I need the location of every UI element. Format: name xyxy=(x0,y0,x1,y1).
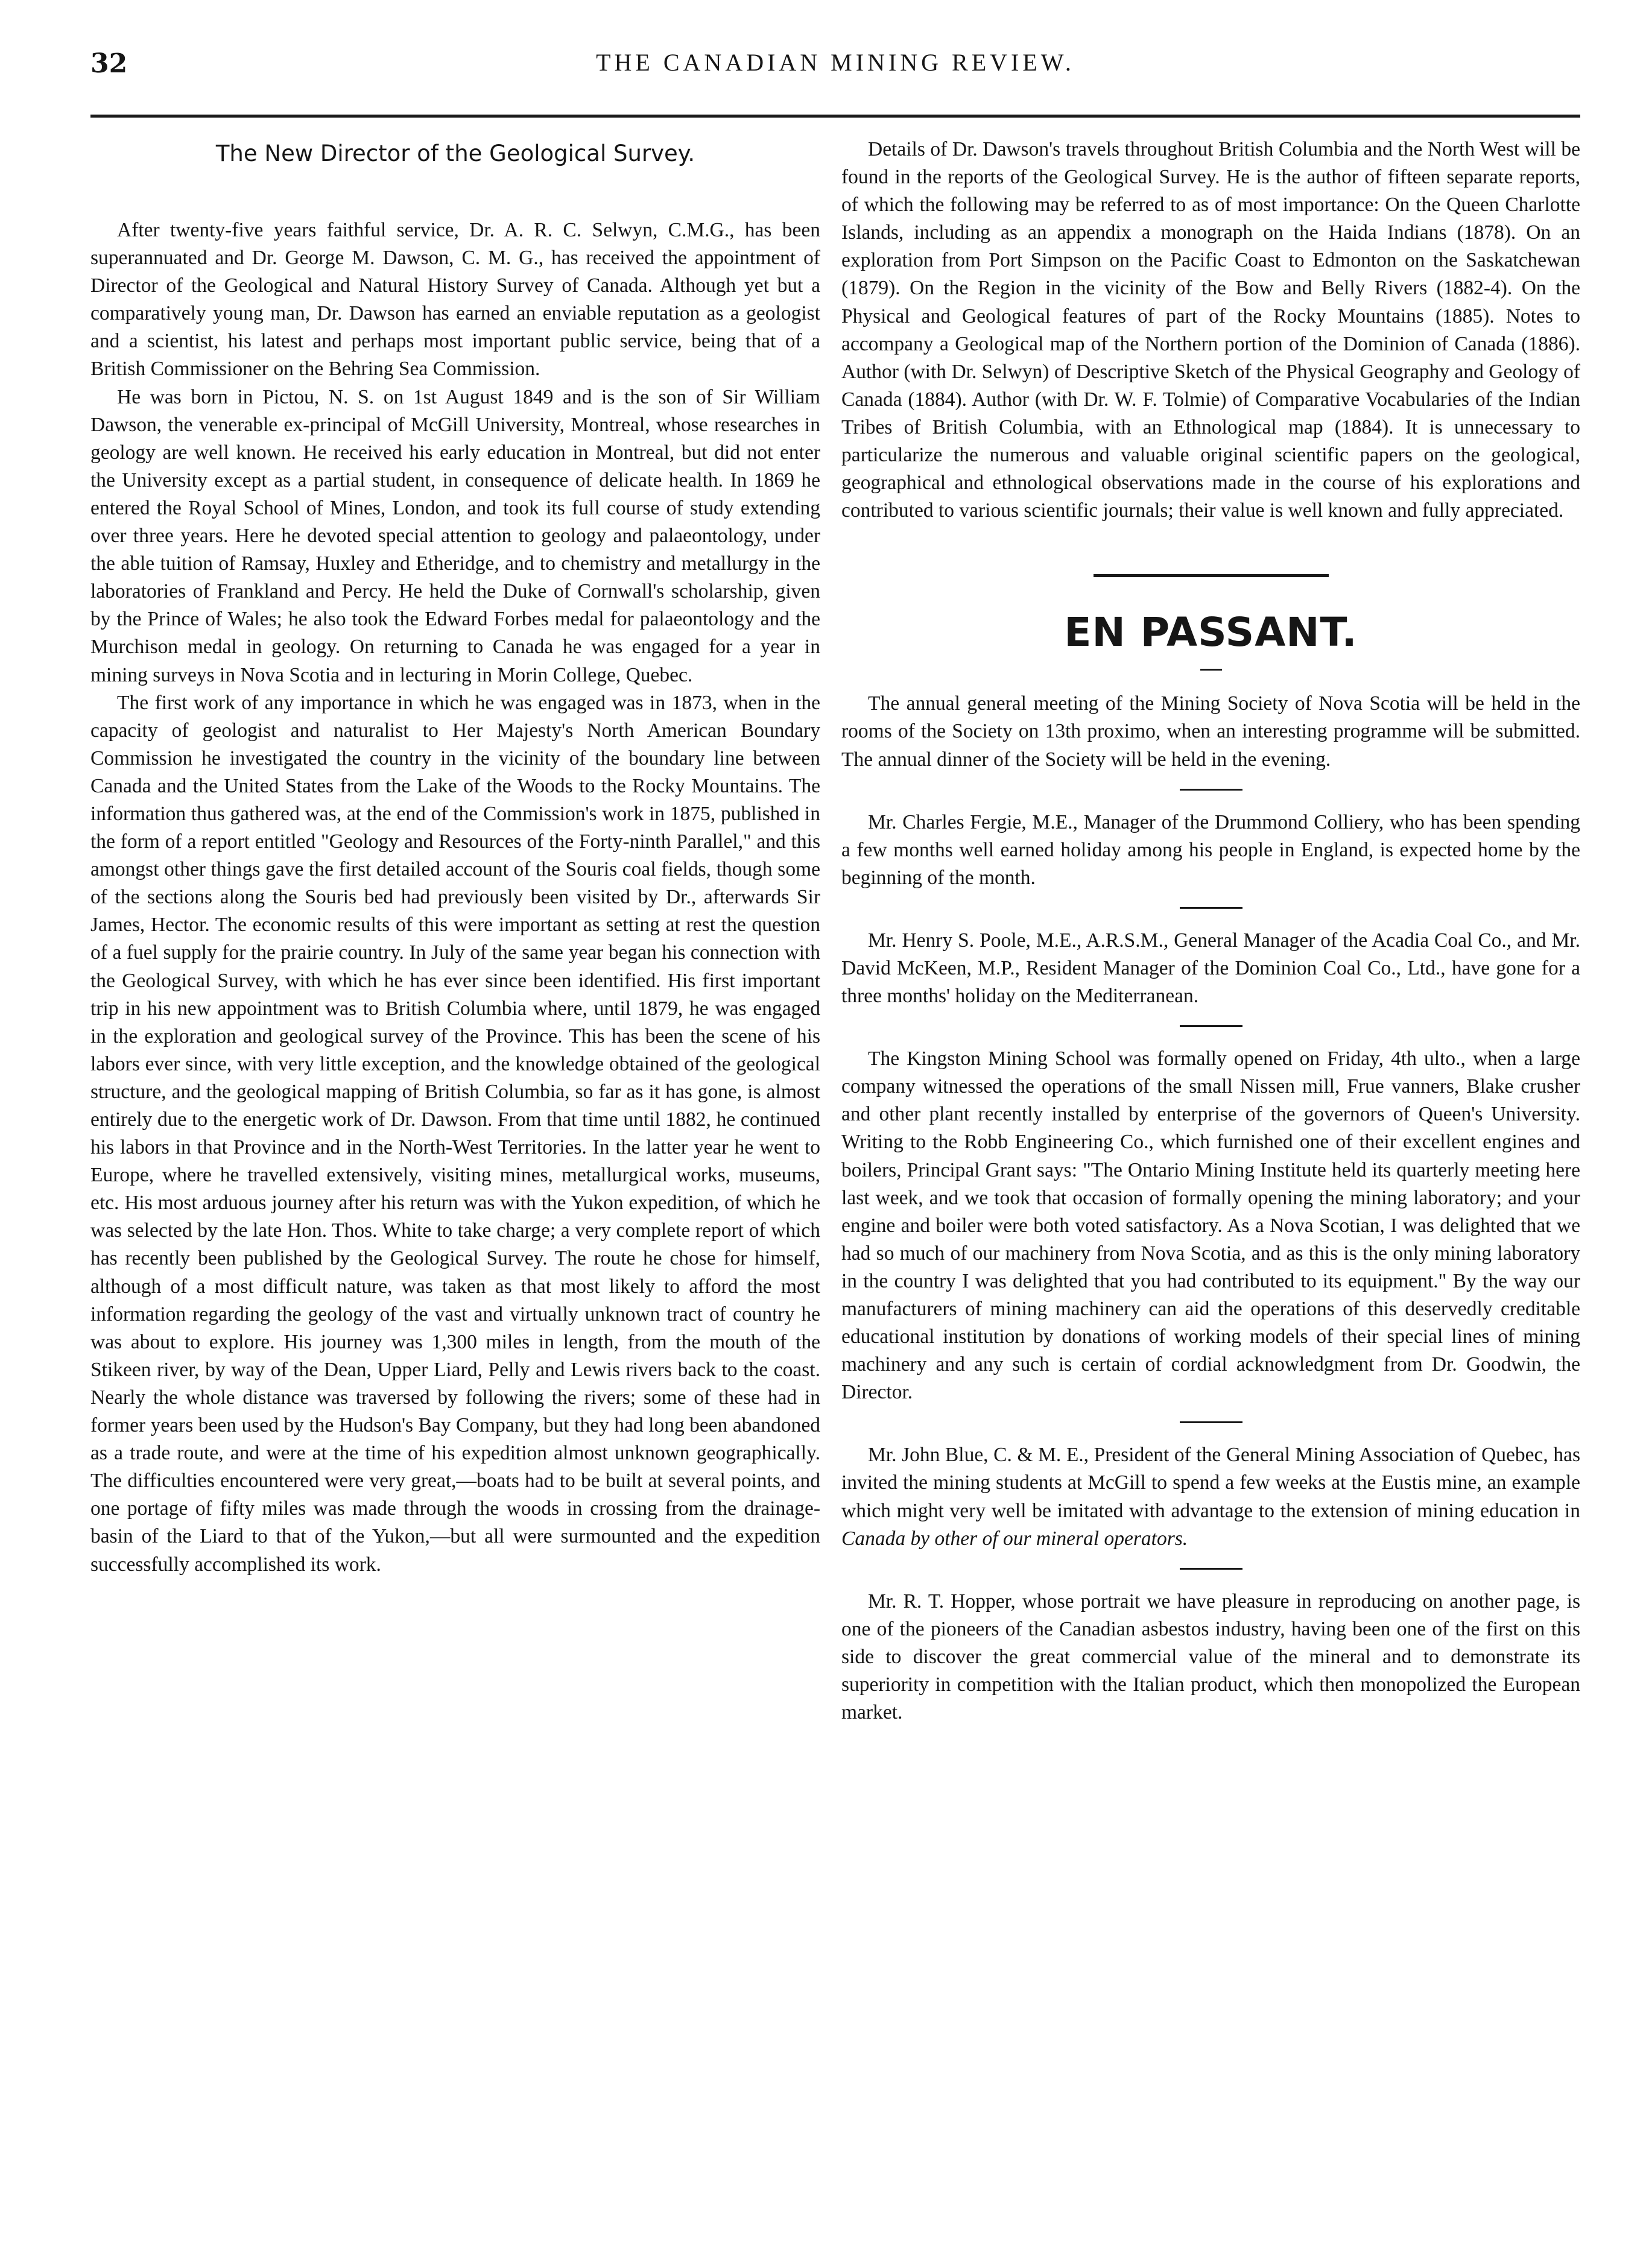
news-item: Mr. R. T. Hopper, whose portrait we have pleasure in reproducing on another page, is one of the pioneers of the Canadian asbestos industry, having been one of the first on this side to discover the great commercial value of the mineral and to demonstrate its superiority in competition with the Italian product, which then monopolized the European market. xyxy=(841,1590,1580,1724)
news-item: The Kingston Mining School was formally opened on Friday, 4th ulto., when a large company witnessed the operations of the small Nissen mill, Frue vanners, Blake crusher and other plant recently installed by enterprise of the governors of Queen's University. Writing to the Robb Engineering Co., which furnished one of their excellent engines and boilers, Principal Grant says: "The Ontario Mining Institute held its quarterly meeting here last week, and we took that occasion of formally opening the mining laboratory; and your engine and boiler were both voted satisfactory. As a Nova Scotian, I was delighted that we had so much of our machinery from Nova Scotia, and as this is the only mining laboratory in the country I was delighted that you had contributed to its equipment." By the way our manufacturers of mining machinery can aid the operations of this deservedly creditable educational institution by donations of working models of their special lines of mining machinery and any such is certain of cordial acknowledgment from Dr. Goodwin, the Director. xyxy=(841,1047,1580,1404)
section-divider xyxy=(1094,574,1329,577)
article-paragraph: The first work of any importance in which he was engaged was in 1873, when in the capacity of geologist and naturalist to Her Majesty's North American Boundary Commission he investigated the country in the vicinity of the boundary line between Canada and the United States from the Lake of the Woods to the Rocky Mountains. The information thus gathered was, at the end of the Commission's work in 1875, published in the form of a report entitled "Geology and Resources of the Forty-ninth Parallel," and this amongst other things gave the first detailed account of the Souris coal fields, though some of the sections along the Souris bed had previously been visited by Dr., afterwards Sir James, Hector. The economic results of this were important as setting at rest the question of a fuel supply for the prairie country. In July of the same year began his connection with the Geological Survey, with which he has ever since been identified. His first important trip in his new appointment was to British Columbia where, until 1879, he was engaged in the exploration and geological survey of the Province. This has been the scene of his labors ever since, with very little exception, and the knowledge obtained of the geological structure, and the geological mapping of British Columbia, so far as it has gone, is almost entirely due to the energetic work of Dr. Dawson. From that time until 1882, he continued his labors in that Province and in the North-West Territories. In the latter year he went to Europe, where he travelled extensively, visiting mines, metallurgical works, museums, etc. His most arduous journey after his return was with the Yukon expedition, of which he was selected by the late Hon. Thos. White to take charge; a very complete report of which has recently been published by the Geological Survey. The route he chose for himself, although of a most difficult nature, was taken as that most likely to afford the most information regarding the geology of the vast and virtually unknown tract of country he was about to explore. His journey was 1,300 miles in length, from the mouth of the Stikeen river, by way of the Dean, Upper Liard, Pelly and Lewis rivers back to the coast. Nearly the whole distance was traversed by following the rivers; some of these had in former years been used by the Hudson's Bay Company, but they had long been abandoned as a trade route, and were at the time of his expedition almost unknown geographically. The difficulties encountered were very great,—boats had to be built at several points, and one portage of fifty miles was made through the woods in crossing from the drainage-basin of the Liard to that of the Yukon,—but all were surmounted and the expedition successfully accomplished its work. xyxy=(90,691,820,1576)
item-separator xyxy=(1180,1421,1242,1423)
news-item-text: Mr. John Blue, C. & M. E., President of the General Mining Association of Quebec, has invited the mining students at McGill to spend a few weeks at the Eustis mine, an example which might very well be imitated with advantage to the extension of mining education in xyxy=(841,1444,1580,1522)
item-separator xyxy=(1180,1025,1242,1027)
item-separator xyxy=(1180,1568,1242,1570)
article-title: The New Director of the Geological Survey. xyxy=(215,141,695,166)
header-rule xyxy=(90,115,1580,118)
section-title: EN PASSANT. xyxy=(1064,609,1358,656)
running-head xyxy=(90,48,1580,90)
news-item xyxy=(841,1441,1580,1552)
title-underline xyxy=(1200,669,1222,671)
article-paragraph: Details of Dr. Dawson's travels throughout British Columbia and the North West will be found in the reports of the Geological Survey. He is the author of fifteen separate reports, of which the following may be referred to as of most importance: On the Queen Charlotte Islands, including as an appendix a monograph on the Haida Indians (1878). On an exploration from Port Simpson on the Pacific Coast to Edmonton on the Saskatchewan (1879). On the Region in the vicinity of the Bow and Belly Rivers (1882-4). On the Physical and Geological features of part of the Rocky Mountains (1885). Notes to accompany a Geological map of the Northern portion of the Dominion of Canada (1886). Author (with Dr. Selwyn) of Descriptive Sketch of the Physical Geography and Geology of Canada (1884). Author (with Dr. W. F. Tolmie) of Comparative Vocabularies of the Indian Tribes of British Columbia, with an Ethnological map (1884). It is unnecessary to particularize the numerous and valuable original scientific papers on the geological, geographical and ethnological observations made in the course of his explorations and contributed to various scientific journals; their value is well known and fully appreciated. xyxy=(841,138,1580,522)
item-separator xyxy=(1180,907,1242,909)
news-item: Mr. Charles Fergie, M.E., Manager of the Drummond Colliery, who has been spending a few months well earned holiday among his people in England, is expected home by the beginning of the month. xyxy=(841,810,1580,889)
item-separator xyxy=(1180,789,1242,791)
news-item: The annual general meeting of the Mining Society of Nova Scotia will be held in the rooms of the Society on 13th proximo, when an interesting programme will be submitted. The annual dinner of the Society will be held in the evening. xyxy=(841,692,1580,771)
article-paragraph: He was born in Pictou, N. S. on 1st August 1849 and is the son of Sir William Dawson, the venerable ex-principal of McGill University, Montreal, whose researches in geology are well known. He received his early education in Montreal, but did not enter the University except as a partial student, in consequence of delicate health. In 1869 he entered the Royal School of Mines, London, and took its full course of study extending over three years. Here he devoted special attention to geology and palaeontology, under the able tuition of Ramsay, Huxley and Etheridge, and to chemistry and metallurgy in the laboratories of Frankland and Percy. He held the Duke of Cornwall's scholarship, given by the Prince of Wales; he also took the Edward Forbes medal for palaeontology and the Murchison medal in geology. On returning to Canada he was engaged for a year in mining surveys in Nova Scotia and in lecturing in Morin College, Quebec. xyxy=(90,385,820,686)
right-column xyxy=(841,136,1580,1726)
news-item-italic-text: Canada by other of our mineral operators. xyxy=(841,1527,1188,1550)
article-paragraph: After twenty-five years faithful service, Dr. A. R. C. Selwyn, C.M.G., has been superannuated and Dr. George M. Dawson, C. M. G., has received the appointment of Director of the Geological and Natural History Survey of Canada. Although yet but a comparatively young man, Dr. Dawson has earned an enviable reputation as a geologist and a scientist, his latest and perhaps most important public service, being that of a British Commissioner on the Behring Sea Commission. xyxy=(90,219,820,381)
page-number: 32 xyxy=(90,48,128,79)
journal-title: THE CANADIAN MINING REVIEW. xyxy=(596,49,1075,76)
news-item: Mr. Henry S. Poole, M.E., A.R.S.M., General Manager of the Acadia Coal Co., and Mr. David McKeen, M.P., Resident Manager of the Dominion Coal Co., Ltd., have gone for a three months' holiday on the Mediterranean. xyxy=(841,929,1580,1008)
left-column xyxy=(90,136,820,1579)
